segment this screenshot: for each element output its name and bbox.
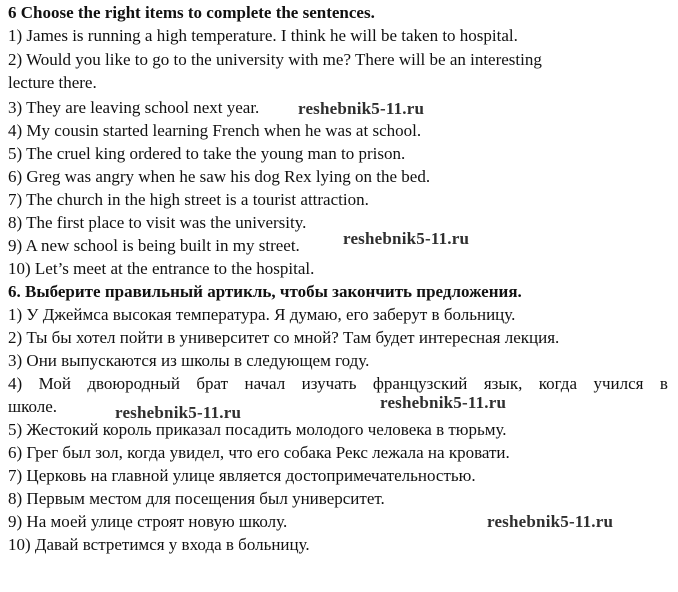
russian-item-4-word: в <box>659 374 668 393</box>
watermark: reshebnik5-11.ru <box>487 512 614 531</box>
russian-item-4-word: 4) <box>8 374 23 393</box>
russian-item-6: 6) Грег был зол, когда увидел, что его собака Рекс лежала на кровати. <box>8 443 510 462</box>
english-item-3: 3) They are leaving school next year. <box>8 98 260 117</box>
russian-item-4-word: двоюродный <box>87 374 180 393</box>
english-item-8: 8) The first place to visit was the university. <box>8 213 307 232</box>
english-item-1: 1) James is running a high temperature. I think he will be taken to hospital. <box>8 26 518 45</box>
russian-item-10: 10) Давай встретимся у входа в больницу. <box>8 535 310 554</box>
english-item-10: 10) Let’s meet at the entrance to the hospital. <box>8 259 315 278</box>
english-item-7: 7) The church in the high street is a tourist attraction. <box>8 190 369 209</box>
russian-item-4-word: язык, <box>483 374 523 393</box>
russian-item-8: 8) Первым местом для посещения был университет. <box>8 489 385 508</box>
english-item-2-continued: lecture there. <box>8 73 97 92</box>
russian-item-4-word: брат <box>196 374 229 393</box>
russian-item-5: 5) Жестокий король приказал посадить молодого человека в тюрьму. <box>8 420 507 439</box>
english-item-6: 6) Greg was angry when he saw his dog Rex lying on the bed. <box>8 167 431 186</box>
russian-item-2: 2) Ты бы хотел пойти в университет со мной? Там будет интересная лекция. <box>8 328 560 347</box>
watermark: reshebnik5-11.ru <box>115 403 242 422</box>
russian-item-9: 9) На моей улице строят новую школу. <box>8 512 288 531</box>
english-item-5: 5) The cruel king ordered to take the young man to prison. <box>8 144 406 163</box>
english-item-2: 2) Would you like to go to the university with me? There will be an interesting <box>8 50 542 69</box>
russian-item-1: 1) У Джеймса высокая температура. Я думаю, его заберут в больницу. <box>8 305 516 324</box>
russian-item-7: 7) Церковь на главной улице является достопримечательностью. <box>8 466 476 485</box>
watermark: reshebnik5-11.ru <box>343 229 470 248</box>
english-item-9: 9) A new school is being built in my street. <box>8 236 300 255</box>
russian-item-3: 3) Они выпускаются из школы в следующем году. <box>8 351 370 370</box>
watermark: reshebnik5-11.ru <box>298 99 425 118</box>
watermark: reshebnik5-11.ru <box>380 393 507 412</box>
russian-item-4-continued: школе. <box>8 397 58 416</box>
russian-item-4-word: начал <box>244 374 286 393</box>
russian-item-4-word: учился <box>593 374 644 393</box>
russian-item-4-word: изучать <box>301 374 357 393</box>
russian-item-4-word: французский <box>372 374 468 393</box>
russian-heading: 6. Выберите правильный артикль, чтобы закончить предложения. <box>8 282 522 301</box>
russian-item-4-word: когда <box>538 374 577 393</box>
russian-item-4-word: Мой <box>38 374 71 393</box>
english-item-4: 4) My cousin started learning French when he was at school. <box>8 121 422 140</box>
english-heading: 6 Choose the right items to complete the sentences. <box>8 3 375 22</box>
russian-item-4 <box>8 373 668 395</box>
